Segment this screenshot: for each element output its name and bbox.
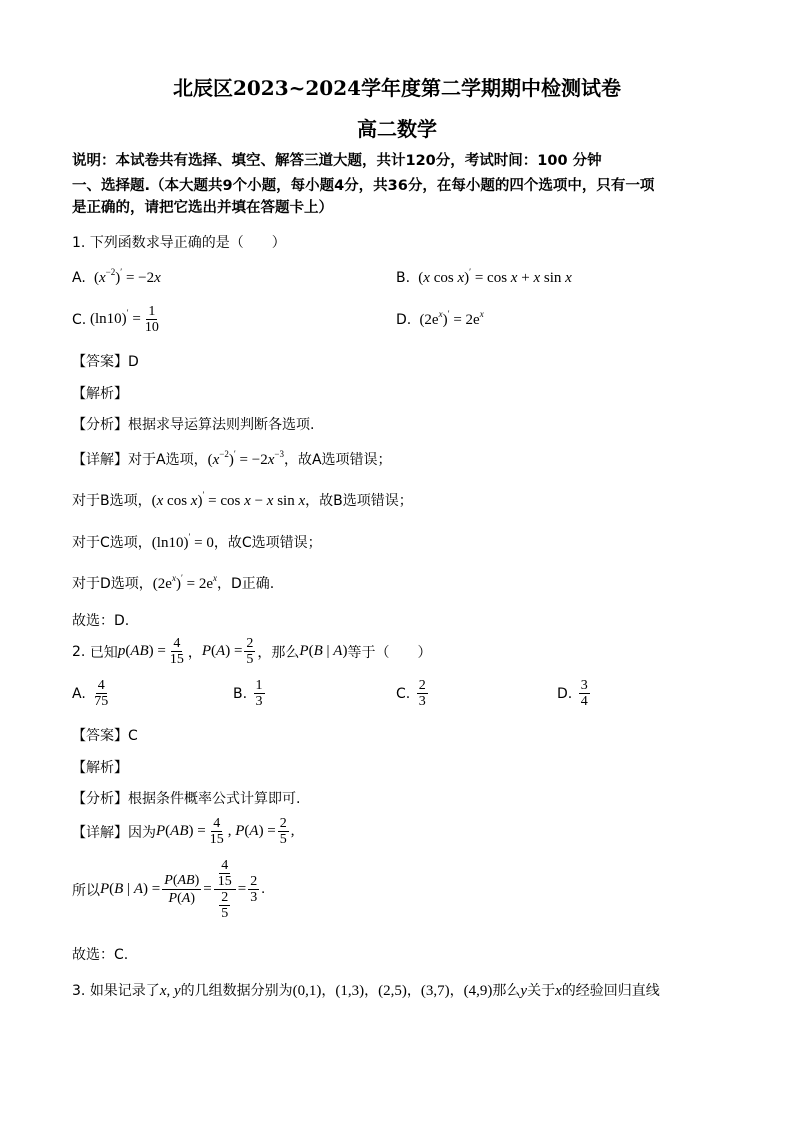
q1-option-a[interactable]: A. $(x^{-2})' = -2x$ (72, 267, 161, 286)
q2-option-a[interactable]: A. $\frac{4}{75}$ (72, 678, 109, 709)
q1-stem: 1. 下列函数求导正确的是（ ） (72, 235, 286, 251)
q1-detail-c: 对于C选项，(ln10)′ = 0，故C选项错误； (72, 532, 322, 551)
q2-detail-given: 【详解】 因为 P(AB) = $\frac{4}{15}$ , P(A) = $\frac{2}{5}$ , (72, 816, 295, 847)
exam-subtitle: 高二数学 (357, 117, 437, 141)
q1-choose: 故选：D. (72, 613, 130, 629)
q1-option-b[interactable]: B. (x cos x)′ = cos x + x sin x (396, 267, 572, 286)
q1-option-d[interactable]: D. $(2e^x)' = 2e^x$ (396, 309, 484, 328)
q1-answer: 【答案】D (72, 354, 139, 370)
q2-option-b[interactable]: B. $\frac{1}{3}$ (233, 678, 263, 709)
q2-option-c[interactable]: C. $\frac{2}{3}$ (396, 678, 426, 709)
section-heading-line2: 是正确的，请把它选出并填在答题卡上） (72, 200, 333, 216)
exam-title: 北辰区2023~2024学年度第二学期期中检测试卷 (172, 76, 622, 100)
q2-stem: 2. 已知 p(AB) = $\frac{4}{15}$ ， P(A) = $\frac{2}{5}$ ，那么 P(B | A) 等于（ ） (72, 636, 432, 667)
q2-fenxi: 【分析】根据条件概率公式计算即可. (72, 791, 301, 807)
q3-stem: 3. 如果记录了x, y的几组数据分别为(0,1)，(1,3)，(2,5)，(3,7)，(4,9)那么y关于x的经验回归直线 (72, 983, 660, 999)
q2-option-d[interactable]: D. $\frac{3}{4}$ (557, 678, 588, 709)
q1-analysis-label: 【解析】 (72, 386, 128, 402)
q2-answer: 【答案】C (72, 728, 138, 744)
q2-detail-result: 所以 P(B | A) = $\frac{P(AB)}{P(A)}$ = $\frac{\frac{4}{15}}{\frac{2}{5}}$ = $\frac{2}{3}$ . (72, 858, 265, 921)
q1-detail-a: 【详解】对于A选项，$(x^{-2})' = -2x^{-3}$，故A选项错误； (72, 449, 392, 468)
q2-analysis-label: 【解析】 (72, 760, 128, 776)
q1-fenxi: 【分析】根据求导运算法则判断各选项. (72, 417, 315, 433)
instructions: 说明：本试卷共有选择、填空、解答三道大题，共计120分，考试时间：100 分钟 (72, 153, 602, 169)
q2-choose: 故选：C. (72, 947, 129, 963)
q1-detail-b: 对于B选项，(x cos x)′ = cos x − x sin x，故B选项错误； (72, 490, 413, 509)
q1-detail-d: 对于D选项，$(2e^x)' = 2e^x$，D正确. (72, 573, 275, 592)
section-heading-line1: 一、选择题.（本大题共9个小题，每小题4分，共36分，在每小题的四个选项中，只有一项 (72, 178, 655, 194)
q1-option-c[interactable]: C. (ln10)′ = $\frac{1}{10}$ (72, 304, 159, 335)
